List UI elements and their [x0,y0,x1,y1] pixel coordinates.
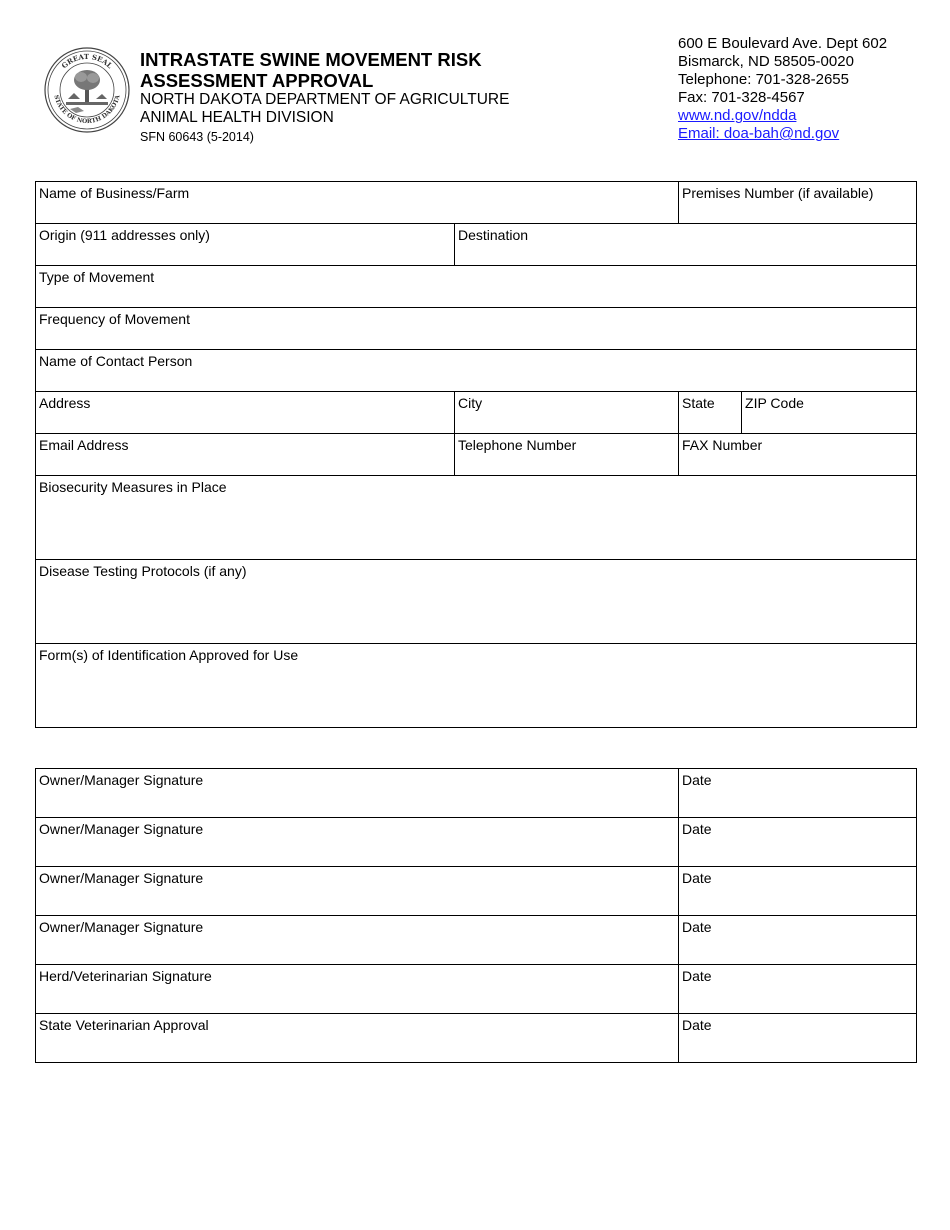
disease-testing-label: Disease Testing Protocols (if any) [39,563,247,579]
date-field[interactable] [679,916,917,965]
address-line2: Bismarck, ND 58505-0020 [678,53,854,70]
zip-field[interactable] [742,392,917,434]
signature-field[interactable] [36,769,679,818]
signature-label: Owner/Manager Signature [39,870,204,886]
date-field[interactable] [679,867,917,916]
state-label: State [682,395,715,411]
biosecurity-field[interactable] [36,476,917,560]
date-field[interactable] [679,818,917,867]
telephone-number-field[interactable] [455,434,679,476]
date-field[interactable] [679,965,917,1014]
form-number: SFN 60643 (5-2014) [140,130,254,144]
date-label: Date [682,772,712,788]
date-field[interactable] [679,1014,917,1063]
state-seal-icon [44,47,130,133]
telephone: Telephone: 701-328-2655 [678,71,849,88]
city-field[interactable] [455,392,679,434]
svg-text:STATE OF NORTH DAKOTA: STATE OF NORTH DAKOTA [52,94,122,126]
website-link[interactable]: www.nd.gov/ndda [678,107,797,124]
origin-label: Origin (911 addresses only) [39,227,210,243]
identification-label: Form(s) of Identification Approved for Use [39,647,299,663]
business-name-field[interactable] [36,182,679,224]
signature-label: Herd/Veterinarian Signature [39,968,212,984]
signature-label: State Veterinarian Approval [39,1017,209,1033]
premises-number-label: Premises Number (if available) [682,185,874,201]
address-field[interactable] [36,392,455,434]
fax: Fax: 701-328-4567 [678,89,805,106]
signature-label: Owner/Manager Signature [39,772,204,788]
destination-field[interactable] [455,224,917,266]
date-label: Date [682,968,712,984]
movement-type-field[interactable] [36,266,917,308]
svg-text:GREAT SEAL: GREAT SEAL [59,51,115,71]
signature-label: Owner/Manager Signature [39,821,204,837]
division-name: ANIMAL HEALTH DIVISION [140,109,334,126]
premises-number-field[interactable] [679,182,917,224]
telephone-number-label: Telephone Number [458,437,577,453]
signature-field[interactable] [36,867,679,916]
email-address-field[interactable] [36,434,455,476]
disease-testing-field[interactable] [36,560,917,644]
date-field[interactable] [679,769,917,818]
state-field[interactable] [679,392,742,434]
information-table [35,181,917,728]
contact-block [678,35,887,143]
veterinarian-signature-field[interactable] [36,965,679,1014]
form-title-line2: ASSESSMENT APPROVAL [140,70,374,91]
contact-person-field[interactable] [36,350,917,392]
date-label: Date [682,870,712,886]
business-name-label: Name of Business/Farm [39,185,190,201]
signature-field[interactable] [36,916,679,965]
origin-field[interactable] [36,224,455,266]
contact-person-label: Name of Contact Person [39,353,193,369]
form-title-line1: INTRASTATE SWINE MOVEMENT RISK [140,49,482,70]
address-label: Address [39,395,91,411]
department-name: NORTH DAKOTA DEPARTMENT OF AGRICULTURE [140,91,510,108]
fax-number-label: FAX Number [682,437,763,453]
fax-number-field[interactable] [679,434,917,476]
email-link[interactable]: Email: doa-bah@nd.gov [678,125,840,142]
biosecurity-label: Biosecurity Measures in Place [39,479,227,495]
movement-type-label: Type of Movement [39,269,155,285]
destination-label: Destination [458,227,529,243]
zip-label: ZIP Code [745,395,804,411]
date-label: Date [682,821,712,837]
movement-frequency-label: Frequency of Movement [39,311,190,327]
address-line1: 600 E Boulevard Ave. Dept 602 [678,35,888,52]
identification-field[interactable] [36,644,917,728]
signature-field[interactable] [36,818,679,867]
state-veterinarian-approval-field[interactable] [36,1014,679,1063]
city-label: City [458,395,483,411]
date-label: Date [682,919,712,935]
signature-table [35,768,917,1063]
date-label: Date [682,1017,712,1033]
movement-frequency-field[interactable] [36,308,917,350]
title-block [140,49,560,145]
email-address-label: Email Address [39,437,129,453]
signature-label: Owner/Manager Signature [39,919,204,935]
